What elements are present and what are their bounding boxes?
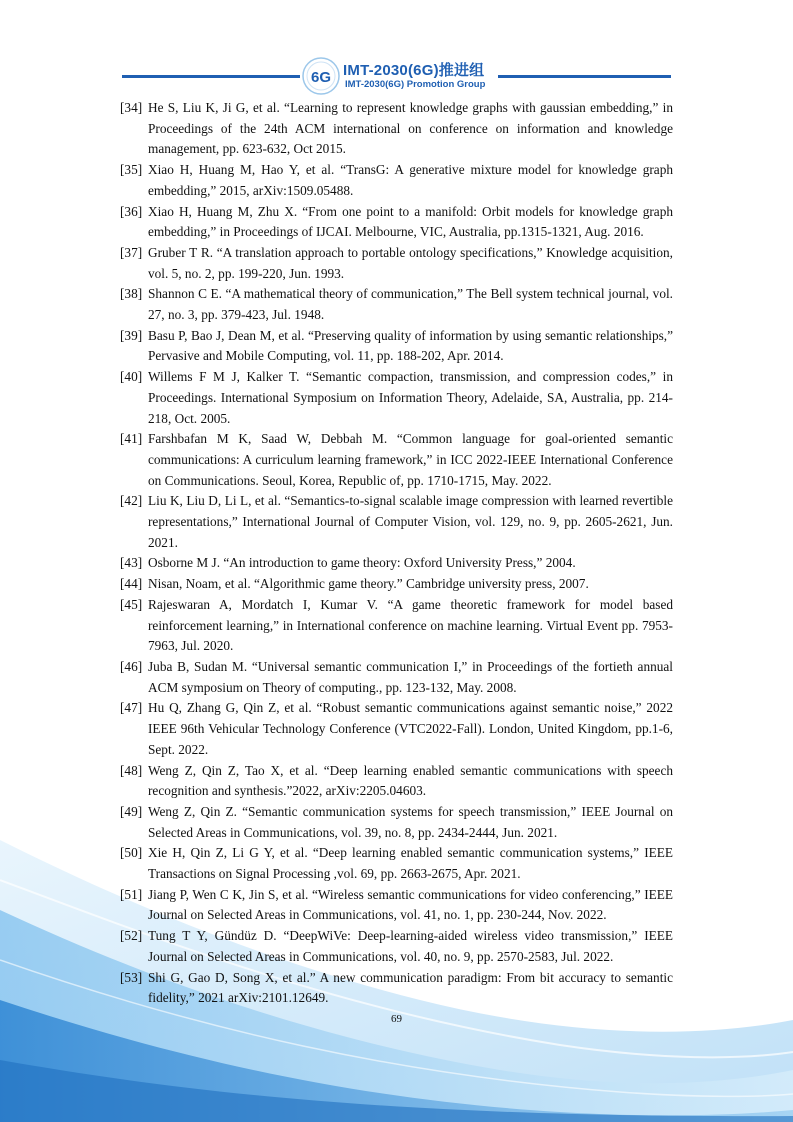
- reference-number: [39]: [120, 327, 143, 343]
- reference-item: [120, 698, 673, 760]
- reference-text: Xiao H, Huang M, Hao Y, et al. “TransG: A generative mixture model for knowledge graph embedding,” 2015, arXiv:1509.05488.: [148, 162, 673, 198]
- reference-text: Rajeswaran A, Mordatch I, Kumar V. “A game theoretic framework for model based reinforcement learning,” in International conference on machine learning. Virtual Event pp. 7953-7963, Jul. 2020.: [148, 596, 673, 654]
- reference-item: [120, 657, 673, 698]
- reference-number: [40]: [120, 369, 143, 385]
- reference-number: [49]: [120, 803, 143, 819]
- reference-text: Shi G, Gao D, Song X, et al.” A new communication paradigm: From bit accuracy to semantic fidelity,” 2021 arXiv:2101.12649.: [148, 969, 673, 1006]
- reference-number: [46]: [120, 658, 143, 674]
- reference-text: Xie H, Qin Z, Li G Y, et al. “Deep learning enabled semantic communication systems,” IEEE Transactions on Signal Processing ,vol. 69, pp. 2663-2675, Apr. 2021.: [148, 845, 673, 882]
- reference-number: [44]: [120, 576, 143, 592]
- 6g-logo-icon: [301, 56, 341, 96]
- reference-text: Liu K, Liu D, Li L, et al. “Semantics-to-signal scalable image compression with learned revertible representations,” International Journal of Computer Vision, vol. 129, no. 9, pp. 2605-2621, Jun. 2021.: [148, 493, 673, 550]
- page-number: 69: [391, 1013, 402, 1025]
- reference-item: [120, 843, 673, 884]
- reference-number: [48]: [120, 762, 143, 778]
- reference-item: [120, 243, 673, 284]
- reference-item: [120, 574, 673, 595]
- reference-number: [51]: [120, 886, 143, 902]
- reference-text: Willems F M J, Kalker T. “Semantic compaction, transmission, and compression codes,” in Proceedings. International Symposium on Information Theory, Adelaide, SA, Australia, pp. 214-218, Oct. 2005.: [148, 369, 673, 426]
- reference-text: Weng Z, Qin Z, Tao X, et al. “Deep learning enabled semantic communications with speech recognition and synthesis.”2022, arXiv:2205.04603.: [148, 762, 673, 799]
- reference-number: [53]: [120, 969, 143, 985]
- reference-number: [36]: [120, 203, 143, 219]
- reference-number: [43]: [120, 555, 143, 571]
- reference-list: [120, 98, 673, 1009]
- reference-text: Basu P, Bao J, Dean M, et al. “Preserving quality of information by using semantic relationships,” Pervasive and Mobile Computing, vol. 11, pp. 188-202, Apr. 2014.: [148, 327, 673, 364]
- reference-item: [120, 98, 673, 160]
- reference-number: [50]: [120, 845, 143, 861]
- reference-number: [41]: [120, 431, 143, 447]
- reference-text: Jiang P, Wen C K, Jin S, et al. “Wireless semantic communications for video conferencing,” IEEE Journal on Selected Areas in Communications, vol. 41, no. 1, pp. 230-244, Nov. 2022.: [148, 886, 673, 923]
- reference-item: [120, 429, 673, 491]
- header-rule-left: [122, 75, 300, 78]
- reference-number: [38]: [120, 286, 143, 302]
- logo-text: 6G: [310, 69, 332, 86]
- reference-item: [120, 160, 673, 201]
- reference-text: Farshbafan M K, Saad W, Debbah M. “Common language for goal-oriented semantic communications: A curriculum learning framework,” in ICC 2022-IEEE International Conference on Communications. Seoul, Korea, Republic of, pp. 1710-1715, May. 2022.: [148, 431, 673, 488]
- brand-title: IMT-2030(6G)推进组: [343, 62, 485, 79]
- page-header: [0, 52, 793, 96]
- reference-item: [120, 553, 673, 574]
- reference-text: He S, Liu K, Ji G, et al. “Learning to represent knowledge graphs with gaussian embedding,” in Proceedings of the 24th ACM international on conference on information and knowledge management, pp. 623-632, Oct 2015.: [148, 100, 673, 157]
- reference-item: [120, 926, 673, 967]
- reference-item: [120, 326, 673, 367]
- reference-number: [42]: [120, 493, 143, 509]
- reference-text: Nisan, Noam, et al. “Algorithmic game theory.” Cambridge university press, 2007.: [148, 576, 589, 592]
- reference-item: [120, 284, 673, 325]
- reference-text: Tung T Y, Gündüz D. “DeepWiVe: Deep-learning-aided wireless video transmission,” IEEE Journal on Selected Areas in Communications, vol. 40, no. 9, pp. 2570-2583, Jul. 2022.: [148, 928, 673, 964]
- brand-subtitle: IMT-2030(6G) Promotion Group: [345, 79, 486, 90]
- reference-item: [120, 367, 673, 429]
- header-rule-right: [498, 75, 671, 78]
- reference-item: [120, 202, 673, 243]
- reference-number: [52]: [120, 928, 143, 944]
- reference-text: Gruber T R. “A translation approach to portable ontology specifications,” Knowledge acquisition, vol. 5, no. 2, pp. 199-220, Jun. 1993.: [148, 244, 673, 281]
- reference-text: Hu Q, Zhang G, Qin Z, et al. “Robust semantic communications against semantic noise,” 2022 IEEE 96th Vehicular Technology Conference (VTC2022-Fall). London, United Kingdom, pp.1-6, Sept. 2022.: [148, 700, 673, 757]
- reference-item: [120, 885, 673, 926]
- reference-text: Osborne M J. “An introduction to game theory: Oxford University Press,” 2004.: [148, 555, 576, 571]
- reference-number: [35]: [120, 162, 143, 178]
- reference-item: [120, 802, 673, 843]
- reference-text: Xiao H, Huang M, Zhu X. “From one point to a manifold: Orbit models for knowledge graph embedding,” in Proceedings of IJCAI. Melbourne, VIC, Australia, pp.1315-1321, Aug. 2016.: [148, 203, 673, 240]
- reference-item: [120, 968, 673, 1009]
- reference-text: Weng Z, Qin Z. “Semantic communication systems for speech transmission,” IEEE Journal on Selected Areas in Communications, vol. 39, no. 8, pp. 2434-2444, Jun. 2021.: [148, 803, 673, 840]
- reference-number: [45]: [120, 596, 143, 612]
- reference-number: [37]: [120, 244, 143, 260]
- reference-text: Juba B, Sudan M. “Universal semantic communication I,” in Proceedings of the fortieth annual ACM symposium on Theory of computing., pp. 123-132, May. 2008.: [148, 658, 673, 695]
- reference-item: [120, 595, 673, 657]
- reference-item: [120, 761, 673, 802]
- reference-text: Shannon C E. “A mathematical theory of communication,” The Bell system technical journal, vol. 27, no. 3, pp. 379-423, Jul. 1948.: [148, 286, 673, 323]
- reference-number: [34]: [120, 100, 143, 115]
- reference-item: [120, 491, 673, 553]
- reference-number: [47]: [120, 700, 143, 716]
